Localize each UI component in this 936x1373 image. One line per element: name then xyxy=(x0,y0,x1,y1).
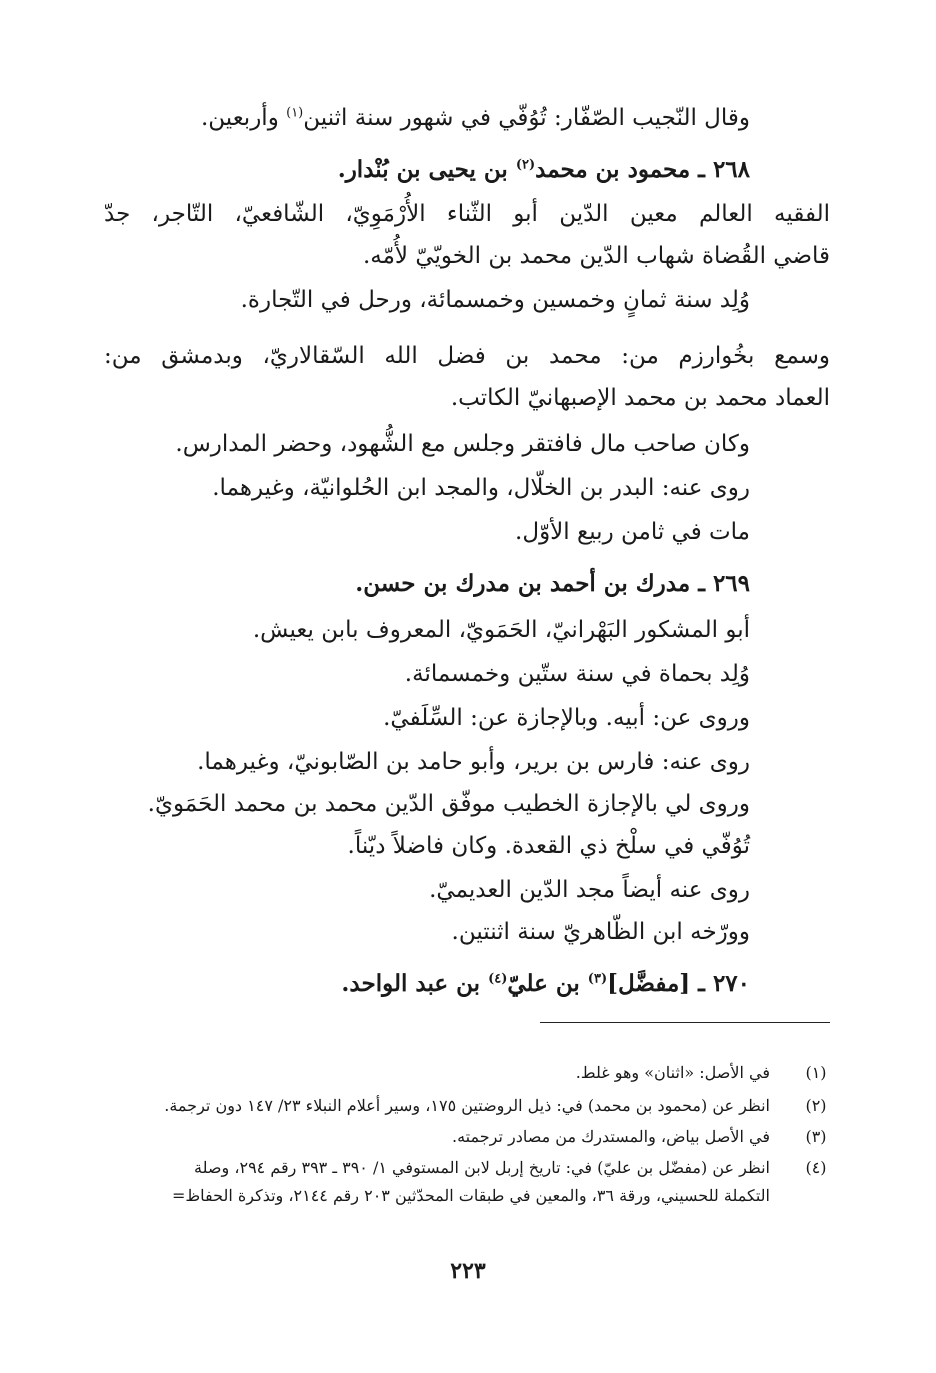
text-line: روى عنه أيضاً مجد الدّين العديميّ. xyxy=(429,877,750,903)
text-line: روى عنه: البدر بن الخلّال، والمجد ابن الحُلوانيّة، وغيرهما. xyxy=(212,475,750,501)
footnote-text: التكملة للحسيني، ورقة ٣٦، والمعين في طبقات المحدّثين ٢٠٣ رقم ٢١٤٤، وتذكرة الحفاظ= xyxy=(171,1186,770,1205)
text-line: روى عنه: فارس بن برير، وأبو حامد بن الصّابونيّ، وغيرهما. xyxy=(197,749,750,775)
footnote-number: (١) xyxy=(805,1063,827,1082)
text-line: العماد محمد بن محمد الإصبهانيّ الكاتب. xyxy=(450,385,830,411)
footnote-ref: (١) xyxy=(286,105,304,121)
footnote-number: (٢) xyxy=(805,1096,827,1115)
text-line: وكان صاحب مال فافتقر وجلس مع الشُّهود، وحضر المدارس. xyxy=(175,431,750,457)
text-line: مات في ثامن ربيع الأوّل. xyxy=(515,519,750,545)
text-line: وسمع بخُوارزم من: محمد بن فضل الله السّقالاريّ، وبدمشق من: xyxy=(104,343,830,369)
footnote-text: انظر عن (محمود بن محمد) في: ذيل الروضتين ١٧٥، وسير أعلام النبلاء ٢٣/ ١٤٧ دون ترجمة. xyxy=(164,1096,770,1115)
footnote-ref: (٣) xyxy=(587,971,608,987)
text-line: وقال النّجيب الصّفّار: تُوُفّي في شهور سنة اثنين$^{(١)}$ وأربعين. xyxy=(200,105,750,131)
footnote-separator xyxy=(540,1022,830,1023)
footnote-text: انظر عن (مفضّل بن عليّ) في: تاريخ إربل لابن المستوفي ١/ ٣٩٠ ـ ٣٩٣ رقم ٢٩٤، وصلة xyxy=(194,1158,770,1177)
entry-heading-268: ٢٦٨ ـ محمود بن محمد$^{(٢)}$ بن يحيى بن بُنْدار. xyxy=(337,156,750,183)
footnote-text: في الأصل: «اثنان» وهو غلط. xyxy=(575,1063,770,1082)
entry-heading-270: ٢٧٠ ـ [مفضَّل]$^{(٣)}$ بن عليّ$^{(٤)}$ بن عبد الواحد. xyxy=(341,970,750,997)
text-line: تُوُفّي في سلْخ ذي القعدة. وكان فاضلاً ديّناً. xyxy=(347,833,750,859)
text-line: وُلِد سنة ثمانٍ وخمسين وخمسمائة، ورحل في التّجارة. xyxy=(240,287,750,313)
footnote-number: (٣) xyxy=(805,1127,827,1146)
entry-heading-269: ٢٦٩ ـ مدرك بن أحمد بن مدرك بن حسن. xyxy=(355,570,750,597)
footnote-ref: (٤) xyxy=(488,971,508,987)
text-line: أبو المشكور البَهْرانيّ، الحَمَويّ، المعروف بابن يعيش. xyxy=(252,617,750,643)
page-number: ٢٢٣ xyxy=(450,1258,486,1284)
footnote-text: في الأصل بياض، والمستدرك من مصادر ترجمته. xyxy=(452,1127,770,1146)
text-line: قاضي القُضاة شهاب الدّين محمد بن الخويّيّ لأُمّه. xyxy=(362,243,830,269)
text-line: وورّخه ابن الظّاهريّ سنة اثنتين. xyxy=(451,919,750,945)
text-line: وروى عن: أبيه. وبالإجازة عن: السِّلَفيّ. xyxy=(383,705,750,731)
text-line: وروى لي بالإجازة الخطيب موفّق الدّين محمد بن محمد الحَمَويّ. xyxy=(147,791,750,817)
text-line: وُلِد بحماة في سنة ستّين وخمسمائة. xyxy=(404,661,750,687)
text-line: الفقيه العالم معين الدّين أبو الثّناء الأُرْمَوِيّ، الشّافعيّ، التّاجر، جدّ xyxy=(104,201,830,227)
footnote-ref: (٢) xyxy=(515,157,536,173)
footnote-number: (٤) xyxy=(805,1158,827,1177)
